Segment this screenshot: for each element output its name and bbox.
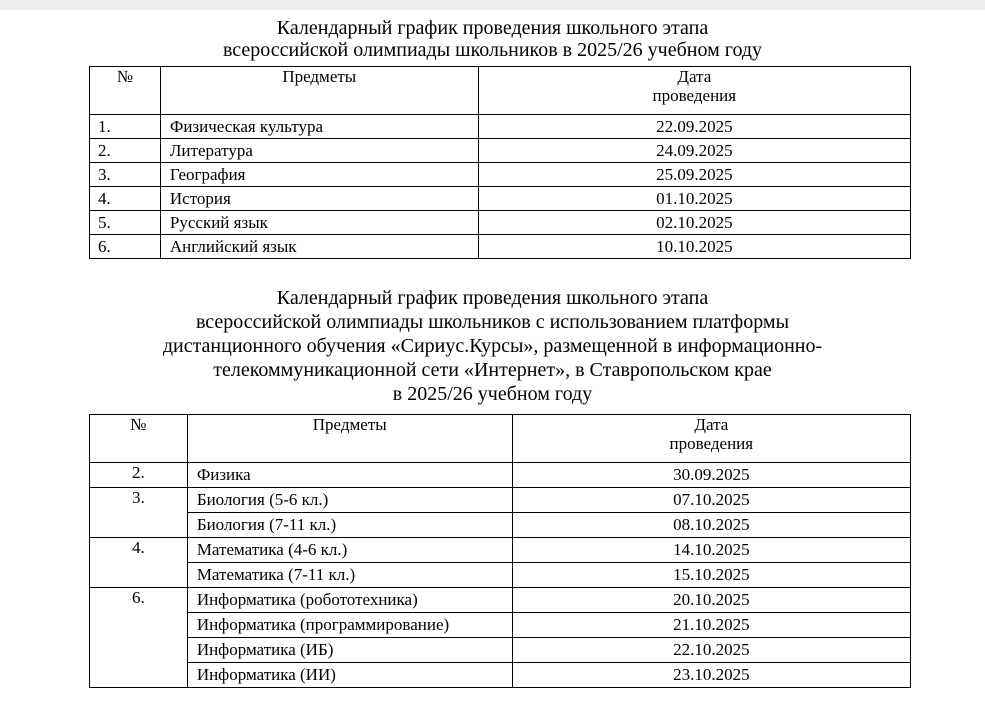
- row-date: 07.10.2025: [512, 488, 910, 513]
- row-subject: Русский язык: [160, 211, 478, 235]
- row-date: 08.10.2025: [512, 513, 910, 538]
- header-date-line2: проведения: [652, 86, 737, 105]
- table-row: [90, 663, 911, 688]
- table-row: [90, 163, 911, 187]
- row-number: 5.: [90, 211, 161, 235]
- row-date: 24.09.2025: [478, 139, 910, 163]
- row-date: 30.09.2025: [512, 463, 910, 488]
- header-date-line1: Дата: [677, 67, 712, 86]
- group-number: 6.: [90, 588, 188, 688]
- row-subject: Биология (7-11 кл.): [187, 513, 512, 538]
- table-header-row: [90, 415, 911, 463]
- title-line: телекоммуникационной сети «Интернет», в Ставропольском крае: [213, 359, 772, 381]
- header-number: №: [90, 415, 188, 463]
- table-row: [90, 563, 911, 588]
- table-row: [90, 211, 911, 235]
- row-number: 3.: [90, 163, 161, 187]
- group-number: 2.: [90, 463, 188, 488]
- row-number: 6.: [90, 235, 161, 259]
- title-line: всероссийской олимпиады школьников в 2025/26 учебном году: [222, 39, 763, 61]
- table-row: [90, 488, 911, 513]
- title-line: в 2025/26 учебном году: [392, 383, 593, 405]
- row-subject: Физика: [187, 463, 512, 488]
- title-line: Календарный график проведения школьного этапа: [276, 287, 709, 309]
- table-row: [90, 139, 911, 163]
- row-subject: Математика (7-11 кл.): [187, 563, 512, 588]
- row-date: 02.10.2025: [478, 211, 910, 235]
- row-subject: Математика (4-6 кл.): [187, 538, 512, 563]
- row-number: 4.: [90, 187, 161, 211]
- table-row: [90, 638, 911, 663]
- title-line: всероссийской олимпиады школьников с использованием платформы: [195, 311, 790, 333]
- row-subject: Английский язык: [160, 235, 478, 259]
- row-date: 10.10.2025: [478, 235, 910, 259]
- table-row: [90, 187, 911, 211]
- header-subjects: Предметы: [187, 415, 512, 463]
- row-subject: Информатика (робототехника): [187, 588, 512, 613]
- row-date: 22.09.2025: [478, 115, 910, 139]
- row-subject: Физическая культура: [160, 115, 478, 139]
- table-row: [90, 115, 911, 139]
- row-date: 22.10.2025: [512, 638, 910, 663]
- row-subject: Информатика (программирование): [187, 613, 512, 638]
- row-date: 15.10.2025: [512, 563, 910, 588]
- row-subject: Информатика (ИБ): [187, 638, 512, 663]
- row-number: 1.: [90, 115, 161, 139]
- header-date: [478, 67, 910, 115]
- row-date: 20.10.2025: [512, 588, 910, 613]
- row-subject: География: [160, 163, 478, 187]
- row-number: 2.: [90, 139, 161, 163]
- schedule-title-1: [0, 17, 985, 61]
- table-row: [90, 613, 911, 638]
- header-date: [512, 415, 910, 463]
- row-date: 25.09.2025: [478, 163, 910, 187]
- row-subject: Информатика (ИИ): [187, 663, 512, 688]
- row-subject: Литература: [160, 139, 478, 163]
- table-row: [90, 513, 911, 538]
- table-row: [90, 538, 911, 563]
- row-subject: История: [160, 187, 478, 211]
- header-subjects: Предметы: [160, 67, 478, 115]
- table-row: [90, 235, 911, 259]
- row-date: 01.10.2025: [478, 187, 910, 211]
- row-subject: Биология (5-6 кл.): [187, 488, 512, 513]
- row-date: 21.10.2025: [512, 613, 910, 638]
- table-header-row: [90, 67, 911, 115]
- schedule-title-2: [0, 286, 985, 406]
- table-row: [90, 463, 911, 488]
- header-date-line1: Дата: [694, 415, 729, 434]
- header-date-line2: проведения: [669, 434, 754, 453]
- row-date: 14.10.2025: [512, 538, 910, 563]
- title-line: Календарный график проведения школьного этапа: [276, 17, 709, 39]
- table-row: [90, 588, 911, 613]
- row-date: 23.10.2025: [512, 663, 910, 688]
- title-line: дистанционного обучения «Сириус.Курсы», размещенной в информационно-: [162, 335, 823, 357]
- viewer-top-bar: [0, 0, 985, 10]
- schedule-table-2: [89, 414, 911, 688]
- group-number: 4.: [90, 538, 188, 588]
- group-number: 3.: [90, 488, 188, 538]
- header-number: №: [90, 67, 161, 115]
- schedule-table-1: [89, 66, 911, 259]
